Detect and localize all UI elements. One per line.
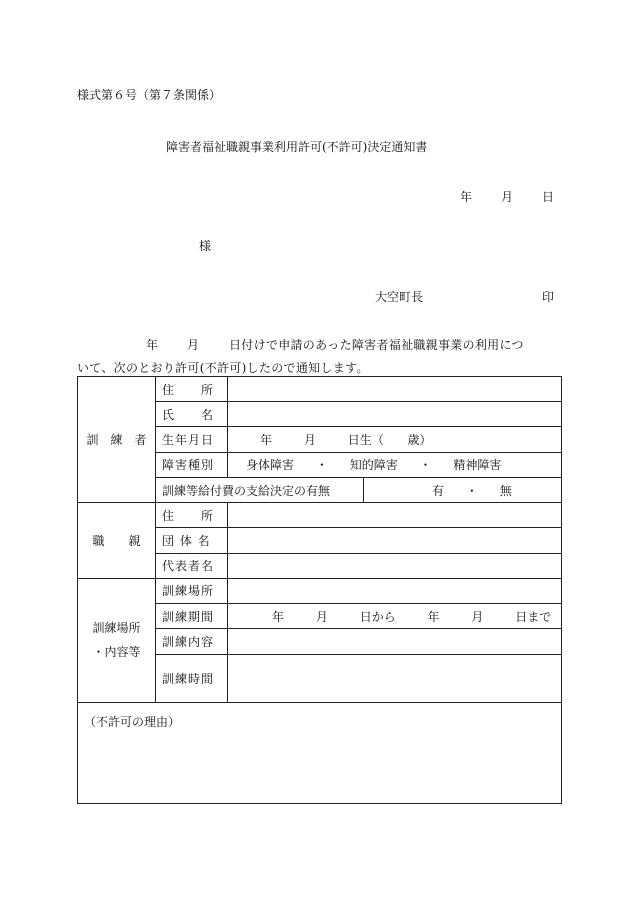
document-title: 障害者福祉職親事業利用許可(不許可)決定通知書	[166, 140, 428, 154]
training-hours-field[interactable]	[228, 654, 562, 702]
benefit-yes: 有	[432, 483, 445, 498]
trainee-name-field[interactable]	[228, 402, 562, 427]
benefit-label: 訓練等給付費の支給決定の有無	[156, 477, 364, 502]
employer-group-label: 職 親	[78, 503, 156, 579]
dob-age: 歳）	[407, 433, 432, 448]
separator-dot: ・	[419, 458, 432, 473]
body-year: 年	[146, 338, 159, 352]
disability-mental: 精神障害	[453, 458, 502, 473]
training-content-field[interactable]	[228, 629, 562, 654]
training-period-label: 訓練期間	[156, 604, 228, 629]
dob-day: 日生（	[347, 433, 384, 448]
period-end-month: 月	[471, 609, 484, 624]
period-end-year: 年	[427, 609, 440, 624]
training-hours-label: 訓練時間	[156, 654, 228, 702]
representative-label: 代表者名	[156, 553, 228, 578]
period-start-year: 年	[272, 609, 285, 624]
training-place-label: 訓練場所	[156, 578, 228, 603]
training-period-field[interactable]	[228, 604, 562, 629]
addressee-suffix: 様	[199, 239, 212, 253]
dob-year: 年	[260, 433, 273, 448]
dob-field[interactable]	[228, 427, 562, 452]
seal-mark: 印	[542, 290, 555, 304]
trainee-address-label: 住 所	[156, 377, 228, 402]
period-start-day: 日から	[359, 609, 396, 624]
trainee-address-field[interactable]	[228, 377, 562, 402]
organization-field[interactable]	[228, 528, 562, 553]
representative-field[interactable]	[228, 553, 562, 578]
form-number: 様式第６号（第７条関係）	[77, 88, 222, 102]
employer-address-label: 住 所	[156, 503, 228, 528]
trainee-name-label: 氏 名	[156, 402, 228, 427]
rejection-reason-field[interactable]	[78, 703, 562, 804]
benefit-no: 無	[499, 483, 512, 498]
training-content-label: 訓練内容	[156, 629, 228, 654]
training-group-line-1: 訓練場所	[92, 621, 141, 636]
training-group-label	[78, 578, 156, 702]
disability-field[interactable]	[228, 452, 562, 477]
decision-form-table	[77, 376, 562, 804]
employer-address-field[interactable]	[228, 503, 562, 528]
disability-intellectual: 知的障害	[349, 458, 398, 473]
body-month: 月	[187, 338, 200, 352]
separator-dot: ・	[465, 483, 478, 498]
body-line-2: いて、次のとおり許可(不許可)したので通知します。	[77, 361, 369, 375]
date-month: 月	[501, 190, 514, 204]
trainee-group-label: 訓 練 者	[78, 377, 156, 503]
body-line-1: 日付けで申請のあった障害者福祉職親事業の利用につ	[229, 338, 524, 352]
organization-label: 団 体 名	[156, 528, 228, 553]
rejection-reason-label: （不許可の理由）	[84, 715, 181, 730]
separator-dot: ・	[315, 458, 328, 473]
sender-name: 大空町長	[375, 290, 424, 304]
disability-label: 障害種別	[156, 452, 228, 477]
period-end-day: 日まで	[515, 609, 552, 624]
training-place-field[interactable]	[228, 578, 562, 603]
dob-label: 生年月日	[156, 427, 228, 452]
date-year: 年	[460, 190, 473, 204]
training-group-line-2: ・内容等	[92, 645, 141, 660]
disability-physical: 身体障害	[246, 458, 295, 473]
benefit-field[interactable]	[364, 477, 562, 502]
dob-month: 月	[303, 433, 316, 448]
period-start-month: 月	[315, 609, 328, 624]
date-day: 日	[542, 190, 555, 204]
